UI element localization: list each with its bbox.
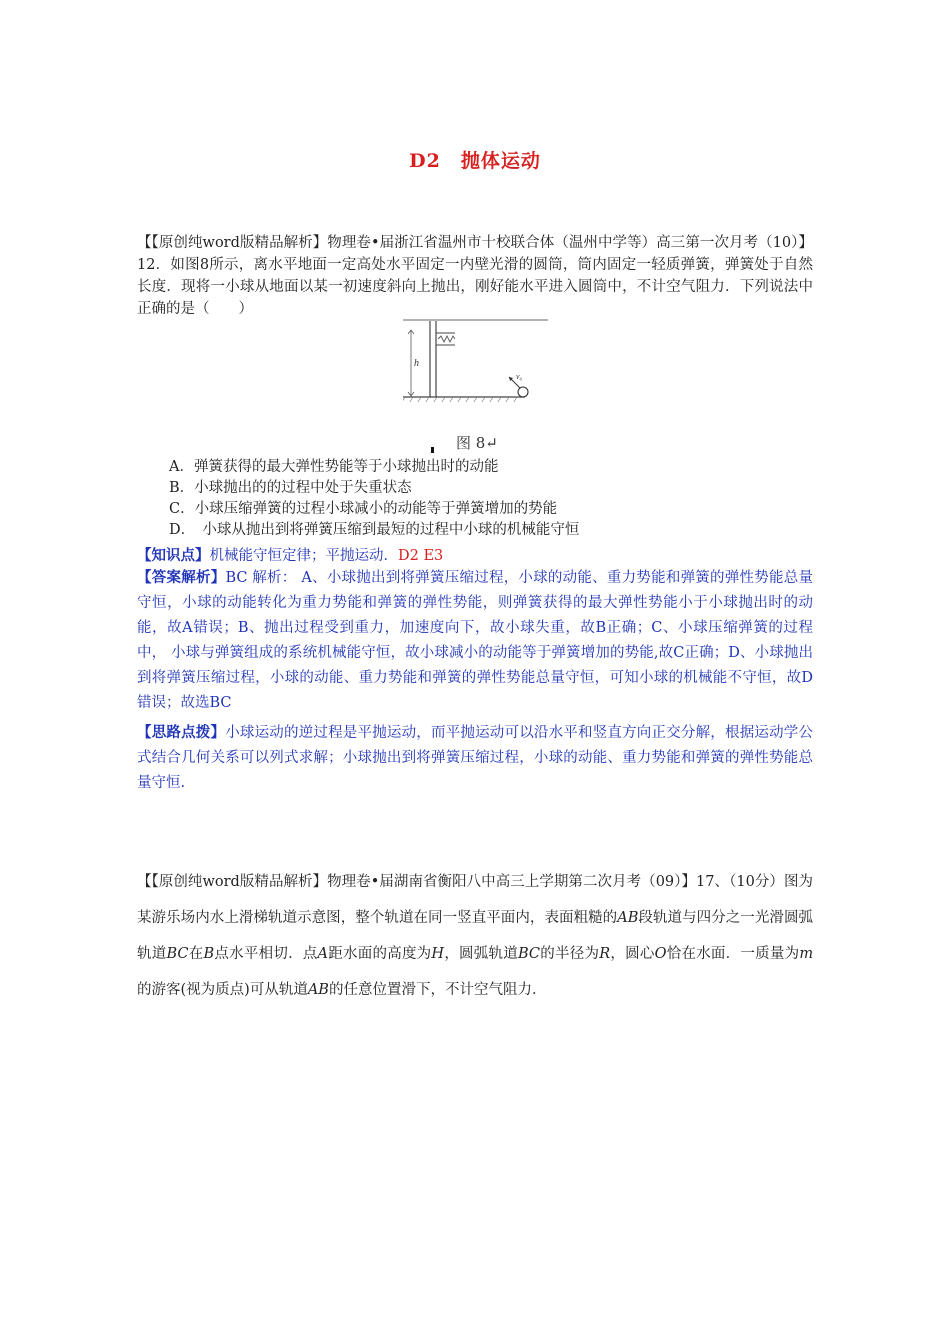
var-b: B (203, 946, 215, 962)
q2-text-2: 段轨道与四分之一光滑圆弧轨道 (137, 910, 814, 962)
question-2-stem (137, 864, 813, 1008)
var-ab-2: AB (307, 982, 329, 998)
analysis-tag: 【答案解析】 (137, 569, 226, 586)
knowledge-tag: 【知识点】 (137, 547, 210, 564)
var-m: m (799, 946, 814, 962)
question-1-stem: 【【原创纯word版精品解析】物理卷•届浙江省温州市十校联合体（温州中学等）高三第一次月考（10）】12．如图8所示，离水平地面一定高处水平固定一内壁光滑的圆筒，筒内固定一轻质弹簧，弹簧处于自然长度．现将一小球从地面以某一初速度斜向上抛出，刚好能水平进入圆筒中，不计空气阻力．下列说法中正确的是（ ） (137, 235, 813, 317)
option-b: B．小球抛出的的过程中处于失重状态 (169, 480, 412, 496)
hint-text: 小球运动的逆过程是平抛运动，而平抛运动可以沿水平和竖直方向正交分解，根据运动学公式结合几何关系可以列式求解；小球抛出到将弹簧压缩过程，小球的动能、重力势能和弹簧的弹性势能总量守恒. (137, 725, 813, 791)
q2-text-1: 【【原创纯word版精品解析】物理卷•届湖南省衡阳八中高三上学期第二次月考（09）】17、（10分）图为某游乐场内水上滑梯轨道示意图，整个轨道在同一竖直平面内，表面粗糙的 (137, 874, 813, 926)
analysis-text: BC 解析： A、小球抛出到将弹簧压缩过程，小球的动能、重力势能和弹簧的弹性势能总量守恒，小球的动能转化为重力势能和弹簧的弹性势能，则弹簧获得的最大弹性势能小于小球抛出时的动能，故A错误；B、抛出过程受到重力，加速度向下，故小球失重，故B正确；C、小球压缩弹簧的过程中， 小球与弹簧组成的系统机械能守恒，故小球减小的动能等于弹簧增加的势能,故C正确；D、小球抛出到将弹簧压缩过程，小球的动能、重力势能和弹簧的弹性势能总量守恒，可知小球的机械能不守恒，故D错误；故选BC (137, 570, 813, 711)
stray-mark (431, 447, 434, 453)
v0-label: v₀ (516, 372, 523, 381)
figure-8-diagram (403, 317, 548, 412)
q2-text-3: 在 (188, 946, 204, 962)
var-bc: BC (166, 946, 189, 962)
q2-text-6: ，圆弧轨道 (444, 946, 518, 962)
var-bc-2: BC (518, 946, 541, 962)
knowledge-text: 机械能守恒定律；平抛运动． (209, 548, 398, 564)
var-a: A (317, 946, 329, 962)
var-o: O (654, 946, 667, 962)
q2-text-4: 点水平相切．点 (214, 946, 318, 962)
solution-hint (137, 720, 813, 796)
hint-tag: 【思路点拨】 (137, 724, 226, 741)
var-ab: AB (617, 910, 639, 926)
var-r: R (599, 946, 611, 962)
section-title: D2 抛体运动 (409, 150, 541, 172)
option-a: A．弹簧获得的最大弹性势能等于小球抛出时的动能 (169, 459, 499, 475)
q2-text-9: 恰在水面．一质量为 (666, 946, 800, 962)
ball-icon (518, 387, 528, 397)
q2-text-10: 的游客(视为质点)可从轨道 (137, 982, 308, 998)
height-label: h (414, 358, 419, 369)
answer-options (169, 457, 579, 541)
option-c: C．小球压缩弹簧的过程小球减小的动能等于弹簧增加的势能 (169, 501, 558, 517)
q2-text-5: 距水面的高度为 (328, 946, 432, 962)
knowledge-code: D2 E3 (398, 548, 444, 564)
answer-analysis (137, 565, 813, 716)
var-h: H (431, 946, 445, 962)
q2-text-7: 的半径为 (540, 946, 600, 962)
option-d: D． 小球从抛出到将弹簧压缩到最短的过程中小球的机械能守恒 (169, 522, 580, 538)
q2-text-11: 的任意位置滑下，不计空气阻力． (328, 982, 547, 998)
q2-text-8: ，圆心 (610, 946, 655, 962)
figure-caption: 图 8↵ (456, 434, 498, 452)
